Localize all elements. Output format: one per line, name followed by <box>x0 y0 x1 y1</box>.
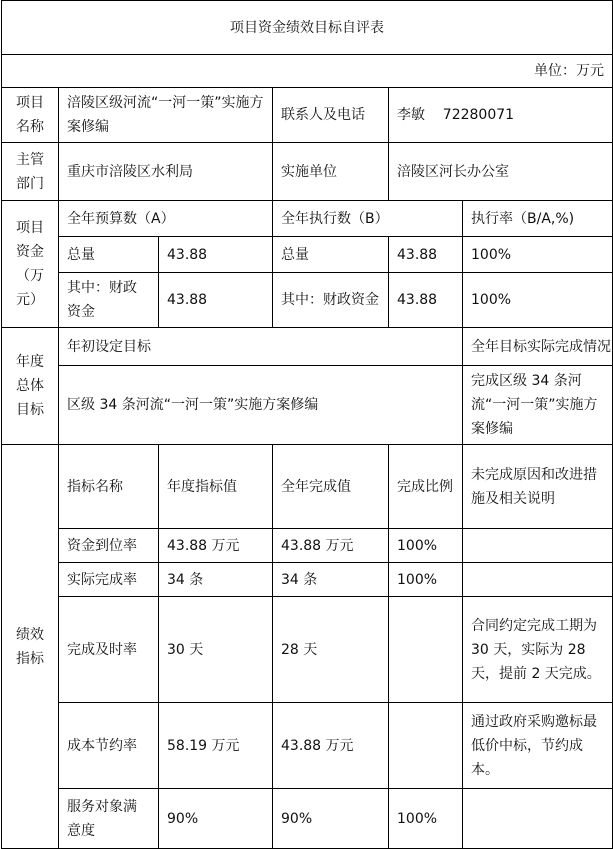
reason-note <box>463 789 613 849</box>
rate-total-value: 100% <box>463 237 613 273</box>
reason-note: 通过政府采购邀标最低价中标，节约成本。 <box>463 703 613 789</box>
annual-actual: 43.88 万元 <box>273 529 389 563</box>
impl-unit-label: 实施单位 <box>273 143 389 201</box>
department-label: 主管部门 <box>2 143 59 201</box>
annual-goal-label: 年度总体目标 <box>2 328 59 445</box>
annual-target: 90% <box>159 789 273 849</box>
project-name-value: 涪陵区级河流“一河一策”实施方案修编 <box>59 88 273 143</box>
completion-ratio: 100% <box>389 789 463 849</box>
budget-total-label: 总量 <box>59 237 159 273</box>
rate-header: 执行率（B/A,%) <box>463 201 613 237</box>
unit-label: 单位：万元 <box>2 55 613 88</box>
exec-total-label: 总量 <box>273 237 389 273</box>
form-title: 项目资金绩效目标自评表 <box>2 1 613 55</box>
annual-target: 34 条 <box>159 563 273 597</box>
department-value: 重庆市涪陵区水利局 <box>59 143 273 201</box>
annual-target-header: 年度指标值 <box>159 445 273 529</box>
annual-actual: 28 天 <box>273 597 389 703</box>
indicator-name: 成本节约率 <box>59 703 159 789</box>
annual-target: 30 天 <box>159 597 273 703</box>
set-goal-value: 区级 34 条河流“一河一策”实施方案修编 <box>59 366 463 445</box>
exec-total-value: 43.88 <box>389 237 463 273</box>
budget-fiscal-value: 43.88 <box>159 273 273 328</box>
completion-ratio <box>389 703 463 789</box>
budget-fiscal-label: 其中：财政资金 <box>59 273 159 328</box>
exec-fiscal-value: 43.88 <box>389 273 463 328</box>
completion-ratio-header: 完成比例 <box>389 445 463 529</box>
completion-ratio: 100% <box>389 529 463 563</box>
self-evaluation-table <box>1 0 613 849</box>
annual-actual-header: 全年完成值 <box>273 445 389 529</box>
indicator-name: 资金到位率 <box>59 529 159 563</box>
reason-note: 合同约定完成工期为 30 天，实际为 28 天，提前 2 天完成。 <box>463 597 613 703</box>
exec-fiscal-label: 其中：财政资金 <box>273 273 389 328</box>
annual-target: 43.88 万元 <box>159 529 273 563</box>
budget-total-value: 43.88 <box>159 237 273 273</box>
budget-header: 全年预算数（A） <box>59 201 273 237</box>
indicator-name: 完成及时率 <box>59 597 159 703</box>
annual-actual: 90% <box>273 789 389 849</box>
exec-header: 全年执行数（B） <box>273 201 463 237</box>
project-name-label: 项目名称 <box>2 88 59 143</box>
annual-actual: 43.88 万元 <box>273 703 389 789</box>
performance-label: 绩效指标 <box>2 445 59 849</box>
actual-goal-value: 完成区级 34 条河流“一河一策”实施方案修编 <box>463 366 613 445</box>
set-goal-header: 年初设定目标 <box>59 328 463 366</box>
funds-label: 项目资金（万元） <box>2 201 59 328</box>
reason-note <box>463 563 613 597</box>
completion-ratio <box>389 597 463 703</box>
actual-goal-header: 全年目标实际完成情况 <box>463 328 613 366</box>
indicator-name: 服务对象满意度 <box>59 789 159 849</box>
rate-fiscal-value: 100% <box>463 273 613 328</box>
contact-value: 李敏 72280071 <box>389 88 613 143</box>
indicator-name: 实际完成率 <box>59 563 159 597</box>
annual-actual: 34 条 <box>273 563 389 597</box>
reason-note-header: 未完成原因和改进措施及相关说明 <box>463 445 613 529</box>
impl-unit-value: 涪陵区河长办公室 <box>389 143 613 201</box>
completion-ratio: 100% <box>389 563 463 597</box>
contact-label: 联系人及电话 <box>273 88 389 143</box>
indicator-name-header: 指标名称 <box>59 445 159 529</box>
reason-note <box>463 529 613 563</box>
annual-target: 58.19 万元 <box>159 703 273 789</box>
